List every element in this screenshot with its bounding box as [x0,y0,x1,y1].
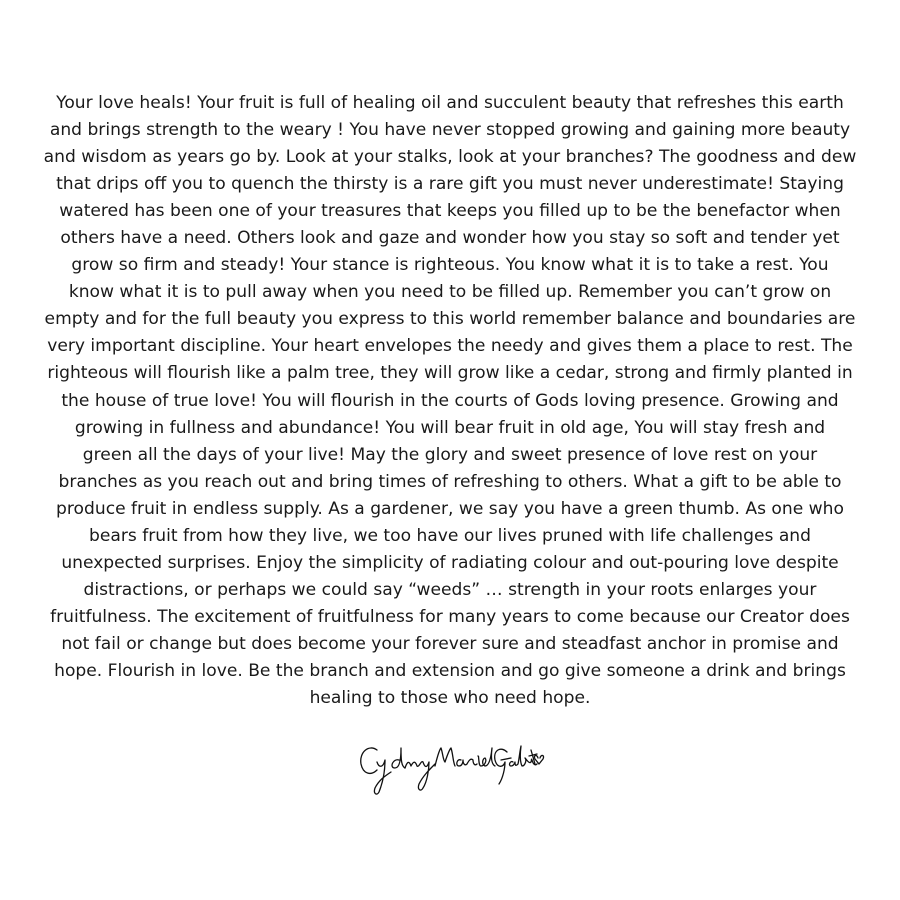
text-line: grow so firm and steady! Your stance is righteous. You know what it is to take a rest. You [71,255,829,276]
text-line: unexpected surprises. Enjoy the simplicity of radiating colour and out-pouring love despite [61,552,839,573]
handwritten-signature [355,738,545,798]
text-line: know what it is to pull away when you need to be filled up. Remember you can’t grow on [68,282,832,303]
text-line: growing in fullness and abundance! You will bear fruit in old age, You will stay fresh and [74,417,826,438]
poem-text-block [30,90,870,712]
text-line: empty and for the full beauty you express to this world remember balance and boundaries are [44,309,856,330]
text-line: others have a need. Others look and gaze and wonder how you stay so soft and tender yet [60,228,840,249]
text-line: healing to those who need hope. [309,688,591,709]
text-line: righteous will flourish like a palm tree, they will grow like a cedar, strong and firmly planted in [47,363,853,384]
text-line: and wisdom as years go by. Look at your stalks, look at your branches? The goodness and dew [43,147,857,168]
text-line: not fail or change but does become your forever sure and steadfast anchor in promise and [61,633,839,654]
text-line: fruitfulness. The excitement of fruitfulness for many years to come because our Creator does [50,606,850,627]
text-line: and brings strength to the weary ! You have never stopped growing and gaining more beauty [49,120,851,141]
text-line: hope. Flourish in love. Be the branch and extension and go give someone a drink and brings [54,660,846,681]
text-line: distractions, or perhaps we could say “weeds” … strength in your roots enlarges your [83,579,817,600]
text-line: very important discipline. Your heart envelopes the needy and gives them a place to rest. The [47,336,853,357]
text-line: bears fruit from how they live, we too have our lives pruned with life challenges and [88,525,811,546]
text-line: green all the days of your live! May the glory and sweet presence of love rest on your [82,444,818,465]
text-line: branches as you reach out and bring times of refreshing to others. What a gift to be able to [58,471,842,492]
text-line: the house of true love! You will flourish in the courts of Gods loving presence. Growing and [61,390,839,411]
text-line: produce fruit in endless supply. As a gardener, we say you have a green thumb. As one who [56,498,844,519]
text-line: watered has been one of your treasures that keeps you filled up to be the benefactor when [59,201,841,222]
text-line: that drips off you to quench the thirsty is a rare gift you must never underestimate! Staying [56,174,844,195]
text-line: Your love heals! Your fruit is full of healing oil and succulent beauty that refreshes this earth [56,93,844,113]
